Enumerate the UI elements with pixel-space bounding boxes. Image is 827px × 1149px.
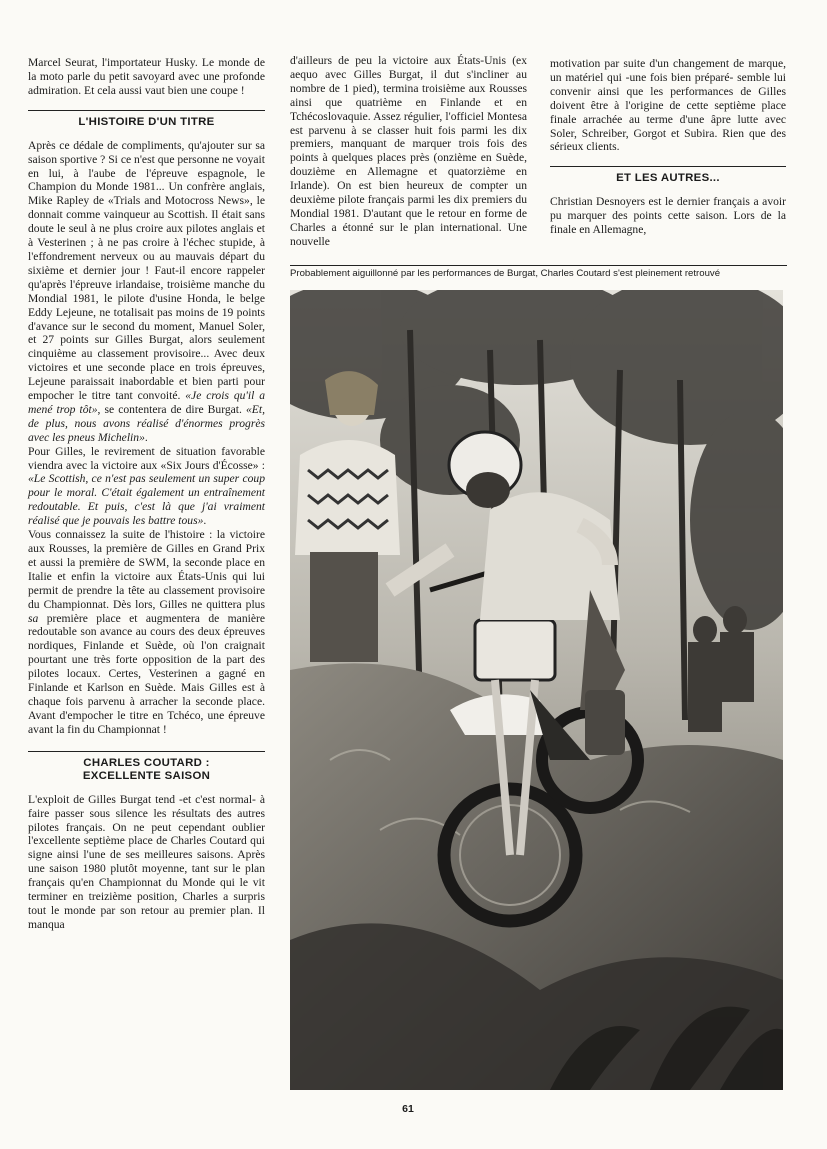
histoire-paragraph-3: Vous connaissez la suite de l'histoire : la victoire aux Rousses, la première de Gilles en Grand Prix et aussi la première de SWM, la seconde place en Italie et enfin la victoire aux États-Unis qui lui permit de prendre la tête au classement provisoire du Championnat. Dès lors, Gilles ne quittera plus sa première place et augmentera de manière redoutable son avance au cours des deux épreuves nordiques, Finlande et Suède, où l'on craignait pourtant une très forte opposition de la part des pilotes locaux. Certes, Vesterinen a gagné en Finlande et Karlson en Suède. Mais Gilles est à chaque fois parvenu à arracher la seconde place. Avant d'empocher le titre en Tchéco, une épreuve avant la fin du Championnat ! [28, 528, 265, 736]
photo-caption: Probablement aiguillonné par les performances de Burgat, Charles Coutard s'est pleinement retrouvé [290, 268, 721, 279]
section-heading-coutard: CHARLES COUTARD : EXCELLENTE SAISON [28, 751, 265, 783]
autres-paragraph: Christian Desnoyers est le dernier français a avoir pu marquer des points cette saison. Lors de la finale en Allemagne, [550, 195, 786, 237]
caption-rule [290, 265, 787, 266]
photo-illustration [290, 290, 783, 1090]
left-column [28, 56, 265, 932]
section-heading-autres: ET LES AUTRES... [550, 166, 786, 185]
trial-rider-photo [290, 290, 783, 1090]
histoire-paragraph-1: Après ce dédale de compliments, qu'ajouter sur sa saison sportive ? Si ce n'est que personne ne voyait en lui, à l'aube de l'épreuve espagnole, le Champion du Monde 1981... Un confrère anglais, Mike Rapley de «Trials and Motocross News», le donnait comme vainqueur au Scottish. Il était sans doute le seul à ne plus croire aux pilotes anglais et à Vesterinen ; à ne pas croire à l'échec stupide, à l'effondrement nerveux ou au mauvais départ du sixième et dernier jour ! Faut-il encore rappeler qu'après l'épreuve irlandaise, troisième manche du Mondial 1981, le pilote d'usine Honda, le belge Eddy Lejeune, ne totalisait pas moins de 19 points d'avance sur le second du moment, Manuel Soler, et 27 points sur Gilles Burgat, alors seulement cinquième au classement provisoire... Avec deux victoires et une seconde place en trois épreuves, Lejeune paraissait inabordable et bien parti pour empocher le titre tant convoité. «Je crois qu'il a mené trop tôt», se contentera de dire Burgat. «Et, de plus, nous avons réalisé d'énormes progrès avec les pneus Michelin». [28, 138, 265, 444]
quote-burgat-1: «Je crois qu'il a mené trop tôt» [28, 389, 265, 416]
histoire-paragraph-2: Pour Gilles, le revirement de situation favorable viendra avec la victoire aux «Six Jours d'Écosse» : «Le Scottish, ce n'est pas seulement un super coup pour le moral. C'était également un entraînement redoutable. Et puis, c'est là que j'ai vraiment réalisé que je pouvais les battre tous». [28, 444, 265, 528]
page-number: 61 [402, 1103, 414, 1115]
coutard-paragraph: L'exploit de Gilles Burgat tend -et c'est normal- à faire passer sous silence les résultats des autres pilotes français. On ne peut cependant oublier l'excellente septième place de Charles Coutard qui signe ainsi l'une de ses meilleures saisons. Après une saison 1980 plutôt moyenne, tant sur le plan français qu'en Championnat du Monde qui le vit terminer en treizième position, Charles a surpris tout le monde par son retour au premier plan. Il manqua [28, 792, 265, 931]
right-column [550, 57, 786, 237]
middle-column [290, 54, 527, 249]
quote-burgat-2: «Et, de plus, nous avons réalisé d'énormes progrès avec les pneus Michelin» [28, 402, 265, 444]
right-paragraph: motivation par suite d'un changement de marque, un matériel qui -une fois bien préparé- semble lui convenir ainsi que les performances de Gilles doivent être à l'origine de cette septième place finale arrachée au terme d'une âpre lutte avec Soler, Schreiber, Gorgot et Subira. Rien que des sérieux clients. [550, 57, 786, 154]
intro-paragraph: Marcel Seurat, l'importateur Husky. Le monde de la moto parle du petit savoyard avec une profonde admiration. Et cela aussi vaut bien une coupe ! [28, 56, 265, 97]
section-heading-histoire: L'HISTOIRE D'UN TITRE [28, 110, 265, 129]
quote-scottish: «Le Scottish, ce n'est pas seulement un super coup pour le moral. C'était également un entraînement redoutable. Et puis, c'est là que j'ai vraiment réalisé que je pouvais les battre tous» [28, 472, 265, 528]
middle-paragraph: d'ailleurs de peu la victoire aux États-Unis (ex aequo avec Gilles Burgat, il dut s'incliner au nombre de 1 pied), termina troisième aux Rousses ainsi que quatrième en Finlande et en Tchécoslovaquie. Assez régulier, l'officiel Montesa est parvenu à se classer huit fois parmi les dix premiers, manquant de marquer trois fois des points à quelques places près (onzième en Suède, douzième en Allemagne et quatorzième en Irlande). On est bien heureux de compter un deuxième pilote français parmi les dix premiers du Mondial 1981. D'autant que le retour en forme de Charles a étonné sur le plan international. Une nouvelle [290, 54, 527, 248]
